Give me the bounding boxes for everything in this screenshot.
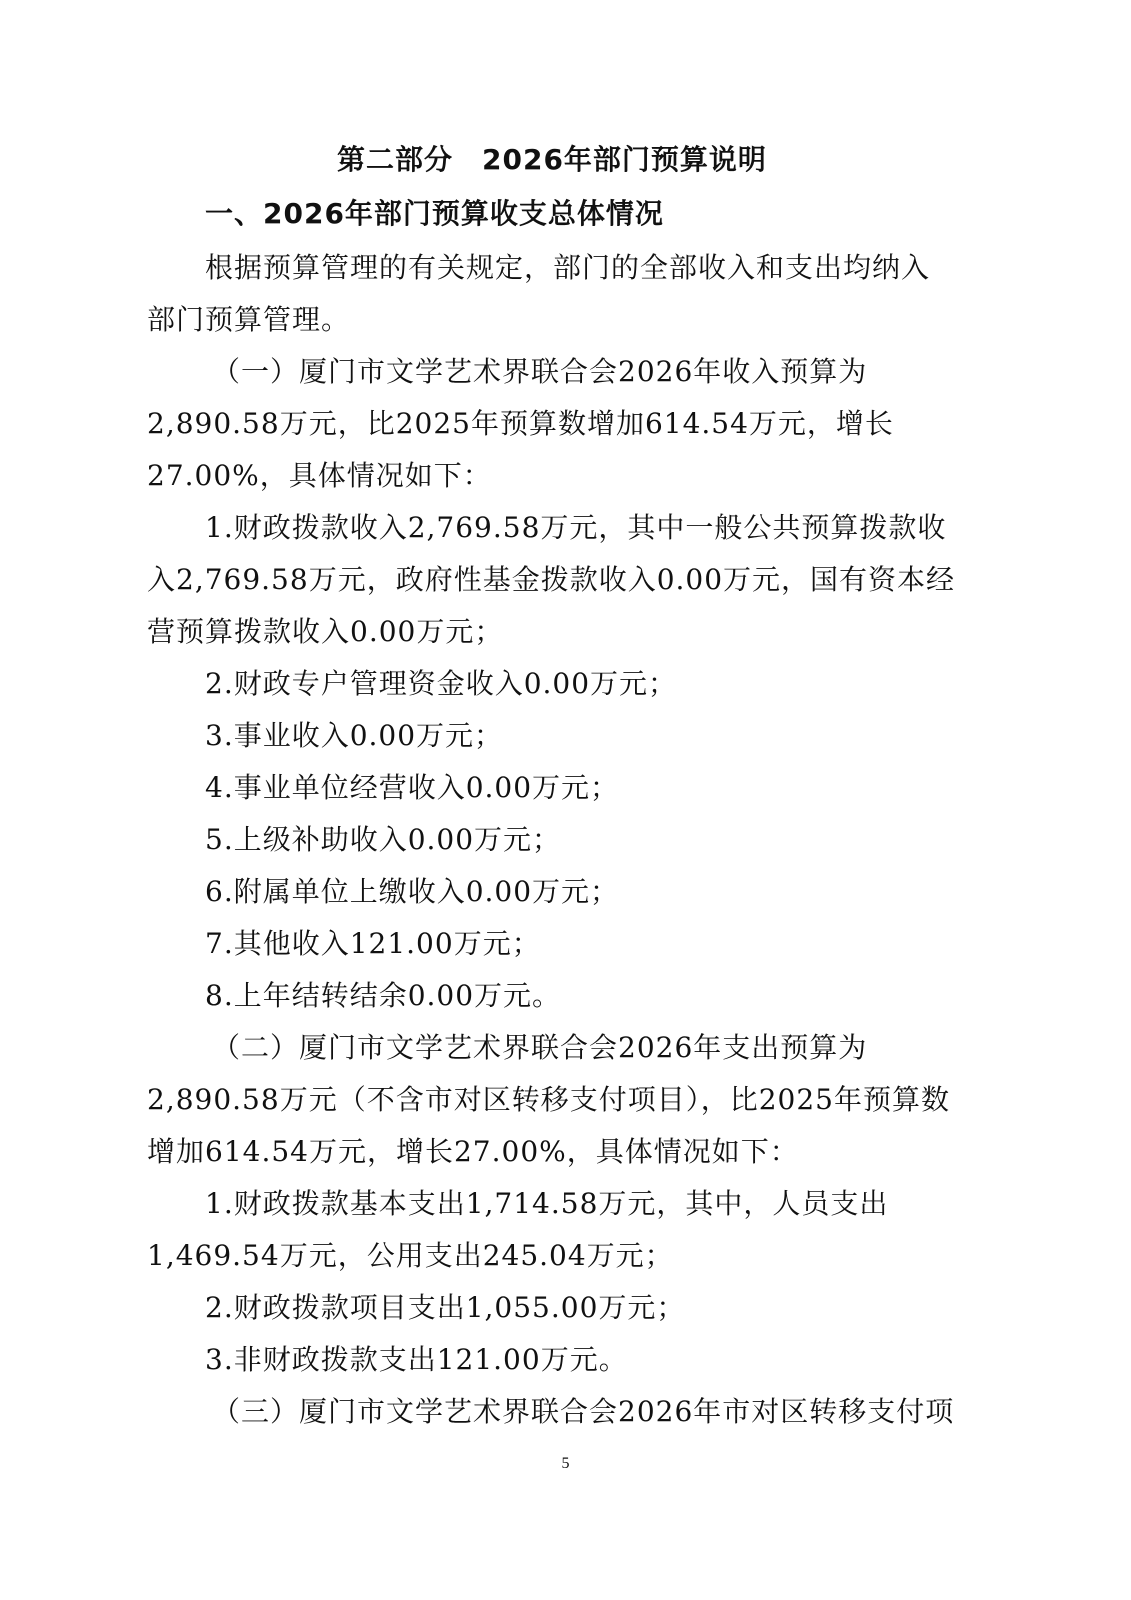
paragraph-line: 1,469.54万元，公用支出245.04万元； xyxy=(147,1239,674,1272)
paragraph-line: 7.其他收入121.00万元； xyxy=(205,927,541,960)
paragraph-line: 2.财政拨款项目支出1,055.00万元； xyxy=(205,1291,686,1324)
paragraph-line: 增加614.54万元，增长27.00%，具体情况如下： xyxy=(147,1135,799,1168)
paragraph-line: 2,890.58万元（不含市对区转移支付项目），比2025年预算数 xyxy=(147,1083,950,1116)
paragraph-line: 4.事业单位经营收入0.00万元； xyxy=(205,771,620,804)
part-title: 第二部分 2026年部门预算说明 xyxy=(337,143,767,176)
paragraph-line: 2,890.58万元，比2025年预算数增加614.54万元，增长 xyxy=(147,407,894,440)
section-heading: 一、2026年部门预算收支总体情况 xyxy=(205,197,664,230)
paragraph-line: 27.00%，具体情况如下： xyxy=(147,459,492,492)
paragraph-line: 入2,769.58万元，政府性基金拨款收入0.00万元，国有资本经 xyxy=(147,563,956,596)
paragraph-line: 5.上级补助收入0.00万元； xyxy=(205,823,562,856)
paragraph-line: 3.非财政拨款支出121.00万元。 xyxy=(205,1343,628,1376)
paragraph-line: 8.上年结转结余0.00万元。 xyxy=(205,979,562,1012)
paragraph-line: （三）厦门市文学艺术界联合会2026年市对区转移支付项 xyxy=(212,1395,955,1428)
paragraph-line: 根据预算管理的有关规定，部门的全部收入和支出均纳入 xyxy=(205,251,931,284)
paragraph-line: 营预算拨款收入0.00万元； xyxy=(147,615,504,648)
paragraph-line: 部门预算管理。 xyxy=(147,303,351,336)
paragraph-line: 1.财政拨款基本支出1,714.58万元，其中，人员支出 xyxy=(205,1187,889,1220)
paragraph-line: 6.附属单位上缴收入0.00万元； xyxy=(205,875,620,908)
paragraph-line: 3.事业收入0.00万元； xyxy=(205,719,504,752)
page-number: 5 xyxy=(561,1455,570,1472)
paragraph-line: （二）厦门市文学艺术界联合会2026年支出预算为 xyxy=(212,1031,868,1064)
paragraph-line: 1.财政拨款收入2,769.58万元，其中一般公共预算拨款收 xyxy=(205,511,947,544)
paragraph-line: （一）厦门市文学艺术界联合会2026年收入预算为 xyxy=(212,355,868,388)
paragraph-line: 2.财政专户管理资金收入0.00万元； xyxy=(205,667,678,700)
